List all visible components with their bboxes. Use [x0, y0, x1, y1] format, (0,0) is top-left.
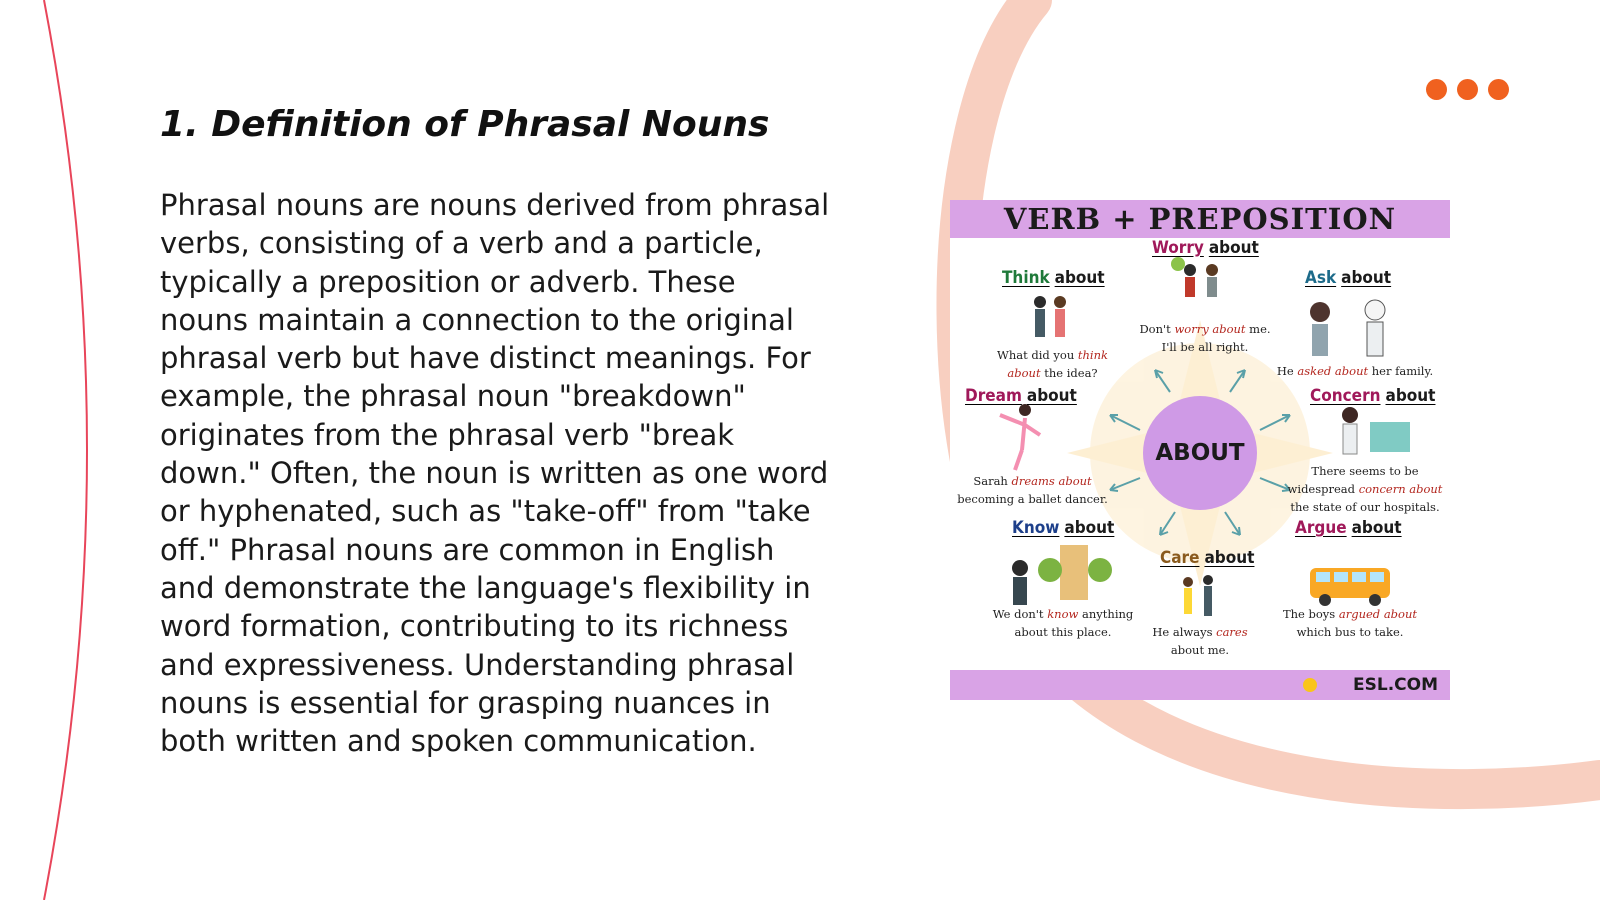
example-highlight: think about — [1007, 348, 1108, 380]
example-text: becoming a ballet dancer. — [957, 492, 1108, 506]
left-accent-line — [44, 0, 87, 900]
verb-label: Ask — [1305, 268, 1337, 288]
ask-illustration — [1310, 300, 1385, 356]
heading-think — [1002, 268, 1105, 288]
example-text: We don't — [992, 607, 1048, 621]
example-highlight: asked about — [1297, 364, 1369, 378]
example-text: The boys — [1282, 607, 1339, 621]
infographic-banner: VERB + PREPOSITION — [950, 200, 1450, 238]
argue-illustration — [1310, 568, 1390, 606]
example-text: which bus to take. — [1296, 625, 1404, 639]
prep-label: about — [1204, 548, 1255, 568]
example-text: her family. — [1368, 364, 1434, 378]
example-text: the state of our hospitals. — [1290, 500, 1440, 514]
care-illustration — [1183, 575, 1213, 616]
heading-care — [1160, 548, 1254, 568]
prep-label: about — [1208, 238, 1259, 258]
heading-concern — [1310, 386, 1435, 406]
verb-label: Know — [1012, 518, 1060, 538]
heading-ask — [1305, 268, 1391, 288]
prep-label: about — [1064, 518, 1115, 538]
example-text: He always — [1152, 625, 1217, 639]
worry-illustration — [1171, 257, 1218, 297]
example-text: anything about this place. — [1014, 607, 1134, 639]
example-highlight: dreams about — [1011, 474, 1092, 488]
heading-argue — [1295, 518, 1402, 538]
example-highlight: concern about — [1358, 482, 1443, 496]
example-think — [990, 346, 1115, 382]
example-dream — [955, 472, 1110, 508]
example-text: What did you — [997, 348, 1078, 362]
example-text: There seems to be widespread — [1287, 464, 1419, 496]
verb-label: Worry — [1152, 238, 1204, 258]
example-text: me. I'll be all right. — [1161, 322, 1271, 354]
example-text: the idea? — [1040, 366, 1098, 380]
example-concern — [1285, 462, 1445, 516]
prep-label: about — [1385, 386, 1436, 406]
example-text: He — [1276, 364, 1298, 378]
dot-1 — [1426, 79, 1447, 100]
example-care — [1145, 623, 1255, 659]
infographic-footer — [950, 670, 1450, 700]
sun-logo-icon — [1295, 670, 1325, 700]
example-argue — [1280, 605, 1420, 641]
prep-label: about — [1351, 518, 1402, 538]
verb-label: Care — [1160, 548, 1200, 568]
example-ask — [1270, 362, 1440, 380]
slide-title: 1. Definition of Phrasal Nouns — [160, 104, 770, 145]
prep-label: about — [1341, 268, 1392, 288]
dream-illustration — [1000, 404, 1040, 470]
example-text: about me. — [1170, 643, 1230, 657]
example-know — [988, 605, 1138, 641]
footer-brand: ESL.COM — [1353, 675, 1438, 695]
example-highlight: worry about — [1174, 322, 1246, 336]
know-illustration — [1012, 545, 1112, 605]
example-worry — [1135, 320, 1275, 356]
verb-label: Argue — [1295, 518, 1347, 538]
verb-label: Think — [1002, 268, 1050, 288]
dot-3 — [1488, 79, 1509, 100]
example-text: Sarah — [973, 474, 1012, 488]
example-highlight: argued about — [1338, 607, 1417, 621]
think-illustration — [1034, 296, 1066, 337]
concern-illustration — [1342, 407, 1410, 454]
heading-dream — [965, 386, 1077, 406]
example-highlight: know — [1047, 607, 1079, 621]
verb-preposition-infographic — [950, 200, 1450, 700]
heading-worry — [1152, 238, 1259, 258]
example-text: Don't — [1139, 322, 1175, 336]
verb-label: Dream — [965, 386, 1022, 406]
heading-know — [1012, 518, 1114, 538]
prep-label: about — [1054, 268, 1105, 288]
slide-body-text: Phrasal nouns are nouns derived from phrasal verbs, consisting of a verb and a particle, typically a preposition or adverb. These nouns maintain a connection to the original phrasal verb but have distinct meanings. For example, the phrasal noun "breakdown" originates from the phrasal verb "break down." Often, the noun is written as one word or hyphenated, such as "take-off" from "take off." Phrasal nouns are common in English and demonstrate the language's flexibility in word formation, contributing to its richness and expressiveness. Understanding phrasal nouns is essential for grasping nuances in both written and spoken communication. — [160, 188, 830, 759]
prep-label: about — [1026, 386, 1077, 406]
center-circle-label: ABOUT — [1143, 396, 1257, 510]
verb-label: Concern — [1310, 386, 1381, 406]
example-highlight: cares — [1216, 625, 1248, 639]
dot-2 — [1457, 79, 1478, 100]
menu-dots — [1426, 79, 1509, 100]
